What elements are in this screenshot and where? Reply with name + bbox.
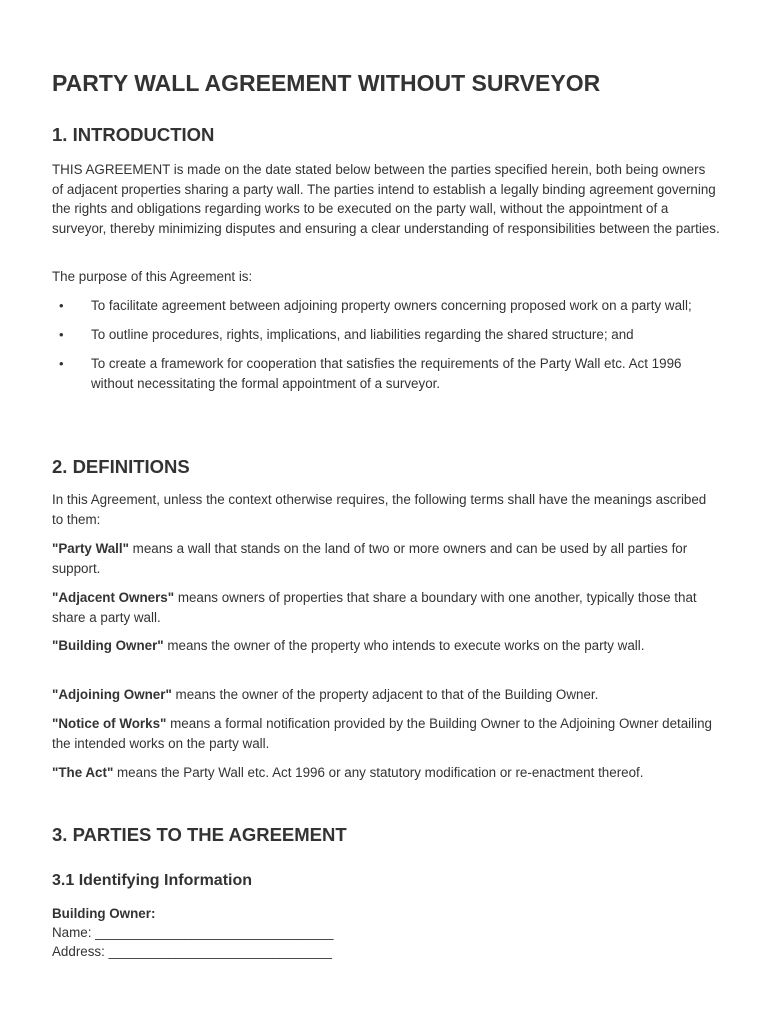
building-owner-label: Building Owner: bbox=[52, 906, 156, 921]
bullet-icon: • bbox=[59, 356, 64, 372]
definition-text: means the Party Wall etc. Act 1996 or any statutory modification or re-enactment thereof. bbox=[113, 765, 644, 780]
definition-text: means the owner of the property adjacent to that of the Building Owner. bbox=[171, 687, 599, 702]
section-heading-introduction: 1. INTRODUCTION bbox=[52, 124, 215, 145]
definition-adjoining-owner bbox=[52, 685, 720, 705]
definition-text: means a formal notification provided by the Building Owner to the Adjoining Owner detailing the intended works on the party wall. bbox=[52, 716, 712, 751]
definition-text: means owners of properties that share a boundary with one another, typically those that share a party wall. bbox=[52, 590, 697, 625]
bullet-icon: • bbox=[59, 298, 64, 313]
definition-the-act bbox=[52, 763, 720, 783]
definition-term: "Adjoining Owner" bbox=[52, 687, 172, 702]
purpose-intro: The purpose of this Agreement is: bbox=[52, 269, 253, 284]
list-item-text: To create a framework for cooperation that satisfies the requirements of the Party Wall etc. Act 1996 without necessitating the formal appointment of a surveyor. bbox=[91, 356, 682, 391]
definition-term: "Adjacent Owners" bbox=[52, 590, 175, 605]
list-item bbox=[52, 325, 720, 345]
purpose-list bbox=[52, 296, 720, 403]
introduction-paragraph: THIS AGREEMENT is made on the date stated below between the parties specified herein, both being owners of adjacent properties sharing a party wall. The parties intend to establish a legally binding agreement governing the rights and obligations regarding works to be executed on the party wall, without the appointment of a surveyor, thereby minimizing disputes and ensuring a clear understanding of responsibilities between the parties. bbox=[52, 162, 720, 236]
building-owner-name-field[interactable]: Name: ________________________________ bbox=[52, 925, 334, 940]
definition-notice-of-works bbox=[52, 714, 720, 753]
definition-adjacent-owners bbox=[52, 588, 720, 627]
definition-text: means a wall that stands on the land of two or more owners and can be used by all parties for support. bbox=[52, 541, 688, 576]
definition-term: "Party Wall" bbox=[52, 541, 129, 556]
definition-term: "The Act" bbox=[52, 765, 114, 780]
definition-term: "Building Owner" bbox=[52, 638, 164, 653]
bullet-icon: • bbox=[59, 327, 64, 343]
building-owner-address-field[interactable]: Address: ______________________________ bbox=[52, 944, 332, 959]
section-heading-parties: 3. PARTIES TO THE AGREEMENT bbox=[52, 824, 347, 845]
list-item-text: To outline procedures, rights, implications, and liabilities regarding the shared structure; and bbox=[91, 327, 634, 343]
definition-building-owner bbox=[52, 636, 720, 656]
subsection-heading-identifying-information: 3.1 Identifying Information bbox=[52, 872, 253, 889]
definitions-intro: In this Agreement, unless the context otherwise requires, the following terms shall have the meanings ascribed to them: bbox=[52, 492, 707, 527]
list-item bbox=[52, 296, 720, 316]
section-heading-definitions: 2. DEFINITIONS bbox=[52, 456, 190, 477]
definition-text: means the owner of the property who intends to execute works on the party wall. bbox=[163, 638, 645, 653]
definition-party-wall bbox=[52, 539, 720, 578]
list-item bbox=[52, 354, 720, 393]
list-item-text: To facilitate agreement between adjoining property owners concerning proposed work on a party wall; bbox=[91, 298, 692, 313]
document-title: PARTY WALL AGREEMENT WITHOUT SURVEYOR bbox=[52, 70, 601, 96]
definition-term: "Notice of Works" bbox=[52, 716, 167, 731]
